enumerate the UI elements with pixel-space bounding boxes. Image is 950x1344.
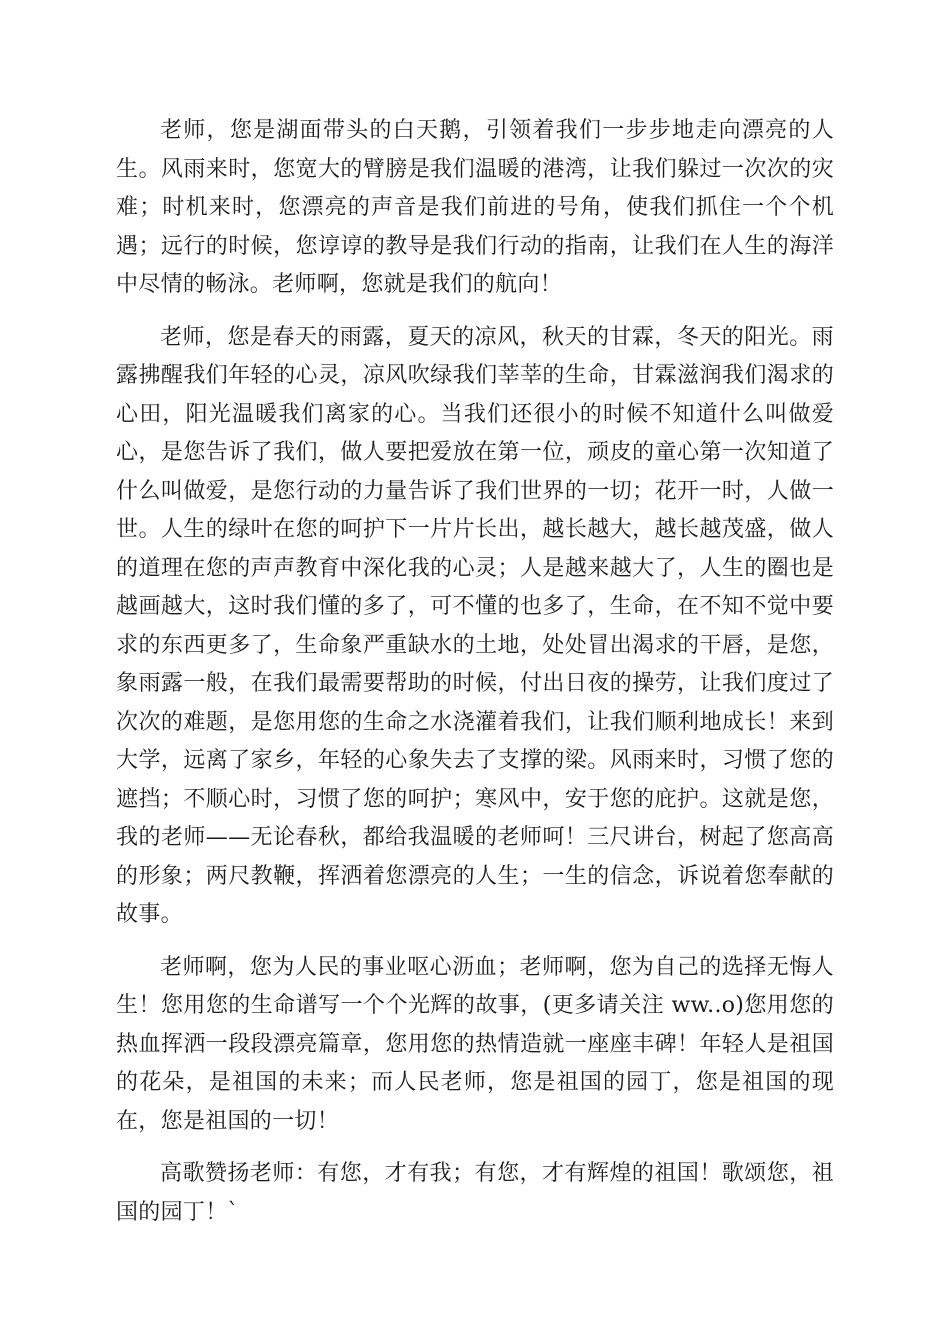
paragraph-1: 老师，您是湖面带头的白天鹅，引领着我们一步步地走向漂亮的人生。风雨来时，您宽大的臂膀是我们温暖的港湾，让我们躲过一次次的灾难；时机来时，您漂亮的声音是我们前进的号角，使我们抓住一个个机遇；远行的时候，您谆谆的教导是我们行动的指南，让我们在人生的海洋中尽情的畅泳。老师啊，您就是我们的航向！ (116, 118, 834, 297)
paragraph-3: 老师啊，您为人民的事业呕心沥血；老师啊，您为自己的选择无悔人生！您用您的生命谱写一个个光辉的故事，(更多请关注 ww..o)您用您的热血挥洒一段段漂亮篇章，您用您的热情造就一座座丰碑！年轻人是祖国的花朵，是祖国的未来；而人民老师，您是祖国的园丁，您是祖国的现在，您是祖国的一切！ (116, 954, 834, 1134)
paragraph-4: 高歌赞扬老师：有您，才有我；有您，才有辉煌的祖国！歌颂您，祖国的园丁！` (116, 1161, 834, 1225)
document-body (116, 112, 834, 1246)
paragraph-2: 老师，您是春天的雨露，夏天的凉风，秋天的甘霖，冬天的阳光。雨露拂醒我们年轻的心灵，凉风吹绿我们莘莘的生命，甘霖滋润我们渴求的心田，阳光温暖我们离家的心。当我们还很小的时候不知道什么叫做爱心，是您告诉了我们，做人要把爱放在第一位，顽皮的童心第一次知道了什么叫做爱，是您行动的力量告诉了我们世界的一切；花开一时，人做一世。人生的绿叶在您的呵护下一片片长出，越长越大，越长越茂盛，做人的道理在您的声声教育中深化我的心灵；人是越来越大了，人生的圈也是越画越大，这时我们懂的多了，可不懂的也多了，生命，在不知不觉中要求的东西更多了，生命象严重缺水的土地，处处冒出渴求的干唇，是您，象雨露一般，在我们最需要帮助的时候，付出日夜的操劳，让我们度过了次次的难题，是您用您的生命之水浇灌着我们，让我们顺利地成长！来到大学，远离了家乡，年轻的心象失去了支撑的梁。风雨来时，习惯了您的遮挡；不顺心时，习惯了您的呵护；寒风中，安于您的庇护。这就是您，我的老师——无论春秋，都给我温暖的老师呵！三尺讲台，树起了您高高的形象；两尺教鞭，挥洒着您漂亮的人生；一生的信念，诉说着您奉献的故事。 (116, 324, 834, 927)
